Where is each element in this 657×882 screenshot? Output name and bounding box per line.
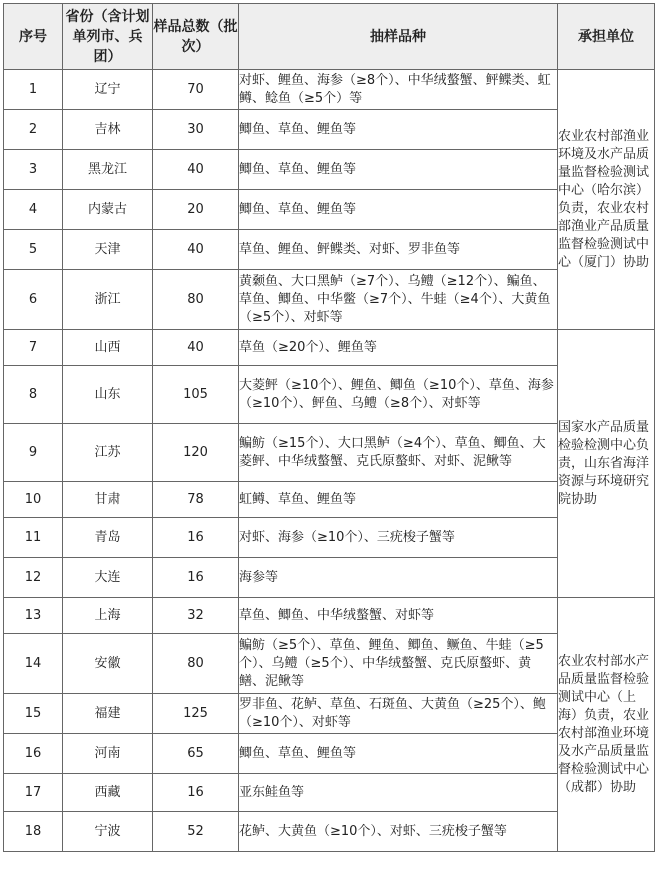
row-count: 30 — [153, 110, 239, 150]
row-no: 4 — [4, 190, 63, 230]
row-items: 草鱼、鲫鱼、中华绒螯蟹、对虾等 — [239, 598, 558, 634]
row-count: 105 — [153, 366, 239, 424]
row-no: 16 — [4, 734, 63, 774]
row-count: 52 — [153, 812, 239, 852]
header-items: 抽样品种 — [239, 4, 558, 70]
table-row — [4, 598, 655, 634]
table-row — [4, 518, 655, 558]
table-row — [4, 70, 655, 110]
row-province: 山东 — [63, 366, 153, 424]
row-province: 上海 — [63, 598, 153, 634]
table-row — [4, 774, 655, 812]
header-unit: 承担单位 — [558, 4, 655, 70]
row-no: 5 — [4, 230, 63, 270]
table-row — [4, 694, 655, 734]
header-province: 省份（含计划单列市、兵团） — [63, 4, 153, 70]
row-no: 7 — [4, 330, 63, 366]
table-row — [4, 734, 655, 774]
row-no: 1 — [4, 70, 63, 110]
table-row — [4, 366, 655, 424]
row-items: 草鱼、鲤鱼、鲆鲽类、对虾、罗非鱼等 — [239, 230, 558, 270]
table-row — [4, 634, 655, 694]
row-items: 对虾、鲤鱼、海参（≥8个）、中华绒螯蟹、鲆鲽类、虹鳟、鲶鱼（≥5个）等 — [239, 70, 558, 110]
row-items: 对虾、海参（≥10个）、三疣梭子蟹等 — [239, 518, 558, 558]
row-count: 80 — [153, 270, 239, 330]
sampling-table — [3, 3, 655, 852]
row-province: 大连 — [63, 558, 153, 598]
row-items: 亚东鲑鱼等 — [239, 774, 558, 812]
unit-group-3: 农业农村部水产品质量监督检验测试中心（上海）负责，农业农村部渔业环境及水产品质量监督检验测试中心（成都）协助 — [558, 598, 655, 852]
row-no: 2 — [4, 110, 63, 150]
unit-group-2: 国家水产品质量检验检测中心负责，山东省海洋资源与环境研究院协助 — [558, 330, 655, 598]
row-items: 鲫鱼、草鱼、鲤鱼等 — [239, 110, 558, 150]
row-count: 32 — [153, 598, 239, 634]
row-items: 虹鳟、草鱼、鲤鱼等 — [239, 482, 558, 518]
row-province: 甘肃 — [63, 482, 153, 518]
row-count: 20 — [153, 190, 239, 230]
row-province: 宁波 — [63, 812, 153, 852]
row-no: 15 — [4, 694, 63, 734]
row-items: 鳊鲂（≥15个）、大口黑鲈（≥4个）、草鱼、鲫鱼、大菱鲆、中华绒螯蟹、克氏原螯虾、对虾、泥鳅等 — [239, 424, 558, 482]
row-province: 辽宁 — [63, 70, 153, 110]
row-province: 安徽 — [63, 634, 153, 694]
table-row — [4, 330, 655, 366]
header-no: 序号 — [4, 4, 63, 70]
row-province: 青岛 — [63, 518, 153, 558]
table-row — [4, 150, 655, 190]
row-province: 浙江 — [63, 270, 153, 330]
row-count: 80 — [153, 634, 239, 694]
row-no: 18 — [4, 812, 63, 852]
table-row — [4, 482, 655, 518]
row-count: 16 — [153, 518, 239, 558]
row-items: 草鱼（≥20个）、鲤鱼等 — [239, 330, 558, 366]
row-no: 10 — [4, 482, 63, 518]
row-province: 江苏 — [63, 424, 153, 482]
row-count: 125 — [153, 694, 239, 734]
row-no: 13 — [4, 598, 63, 634]
row-items: 鲫鱼、草鱼、鲤鱼等 — [239, 734, 558, 774]
row-province: 天津 — [63, 230, 153, 270]
row-items: 大菱鲆（≥10个）、鲤鱼、鲫鱼（≥10个）、草鱼、海参（≥10个）、鲆鱼、乌鳢（≥8个）、对虾等 — [239, 366, 558, 424]
row-province: 黑龙江 — [63, 150, 153, 190]
table-row — [4, 812, 655, 852]
row-count: 65 — [153, 734, 239, 774]
row-items: 鲫鱼、草鱼、鲤鱼等 — [239, 190, 558, 230]
row-no: 6 — [4, 270, 63, 330]
row-items: 海参等 — [239, 558, 558, 598]
row-no: 14 — [4, 634, 63, 694]
row-province: 山西 — [63, 330, 153, 366]
row-no: 12 — [4, 558, 63, 598]
table-row — [4, 110, 655, 150]
row-count: 78 — [153, 482, 239, 518]
row-province: 河南 — [63, 734, 153, 774]
row-count: 16 — [153, 558, 239, 598]
row-items: 黄颡鱼、大口黑鲈（≥7个）、乌鳢（≥12个）、鳊鱼、草鱼、鲫鱼、中华鳖（≥7个）、牛蛙（≥4个）、大黄鱼（≥5个）、对虾等 — [239, 270, 558, 330]
row-count: 120 — [153, 424, 239, 482]
table-row — [4, 230, 655, 270]
table-row — [4, 270, 655, 330]
table-row — [4, 558, 655, 598]
header-count: 样品总数（批次） — [153, 4, 239, 70]
table-row — [4, 190, 655, 230]
row-items: 鳊鲂（≥5个）、草鱼、鲤鱼、鲫鱼、鳜鱼、牛蛙（≥5个）、乌鳢（≥5个）、中华绒螯蟹、克氏原螯虾、黄鳝、泥鳅等 — [239, 634, 558, 694]
row-no: 9 — [4, 424, 63, 482]
row-province: 吉林 — [63, 110, 153, 150]
header-row — [4, 4, 655, 70]
row-count: 40 — [153, 150, 239, 190]
row-no: 11 — [4, 518, 63, 558]
row-province: 西藏 — [63, 774, 153, 812]
row-items: 花鲈、大黄鱼（≥10个）、对虾、三疣梭子蟹等 — [239, 812, 558, 852]
row-items: 鲫鱼、草鱼、鲤鱼等 — [239, 150, 558, 190]
row-count: 40 — [153, 330, 239, 366]
row-no: 17 — [4, 774, 63, 812]
unit-group-1: 农业农村部渔业环境及水产品质量监督检验测试中心（哈尔滨）负责，农业农村部渔业产品质量监督检验测试中心（厦门）协助 — [558, 70, 655, 330]
row-province: 福建 — [63, 694, 153, 734]
row-count: 70 — [153, 70, 239, 110]
row-items: 罗非鱼、花鲈、草鱼、石斑鱼、大黄鱼（≥25个）、鲍（≥10个）、对虾等 — [239, 694, 558, 734]
row-no: 3 — [4, 150, 63, 190]
row-province: 内蒙古 — [63, 190, 153, 230]
table-row — [4, 424, 655, 482]
row-count: 16 — [153, 774, 239, 812]
row-count: 40 — [153, 230, 239, 270]
row-no: 8 — [4, 366, 63, 424]
